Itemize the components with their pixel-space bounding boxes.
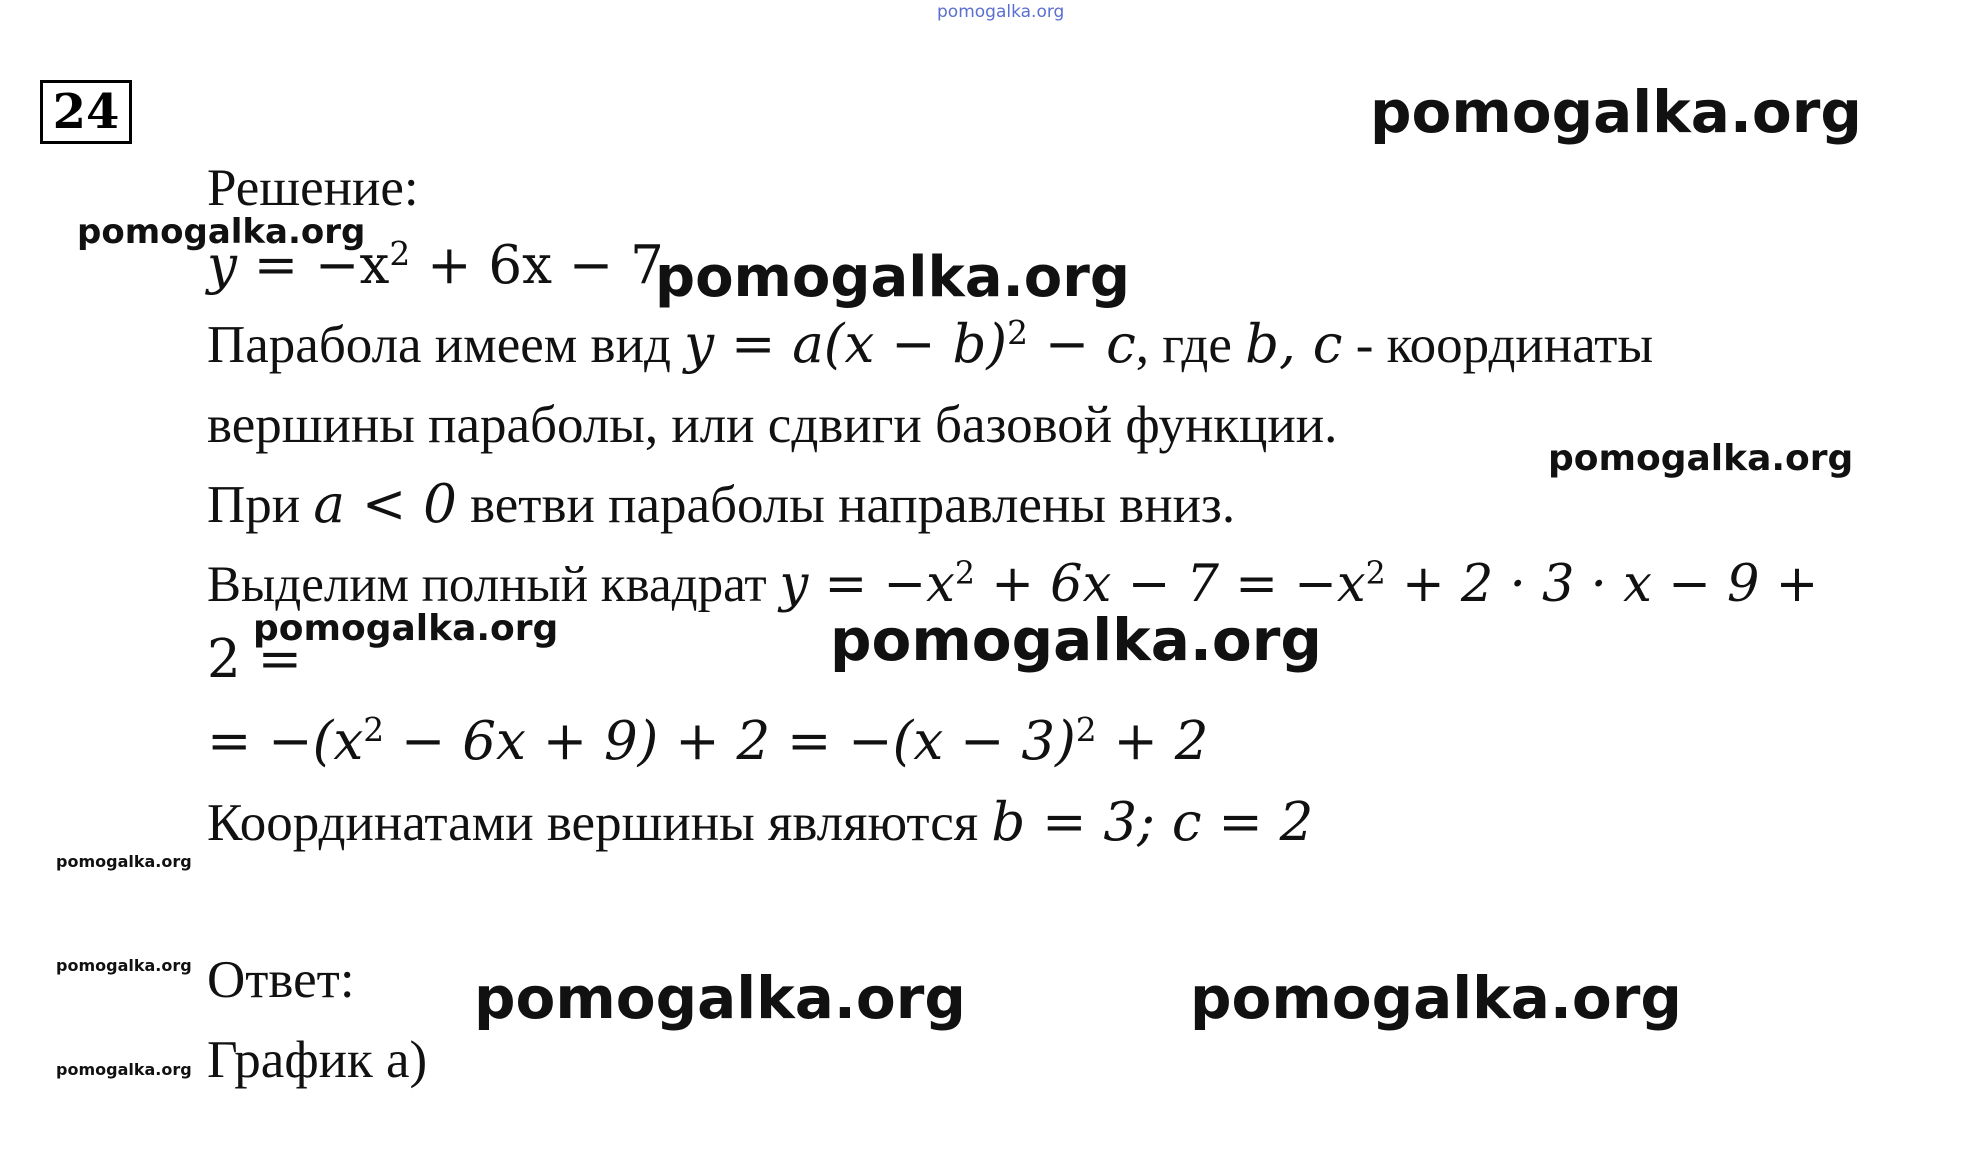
- l7-math: 2 =: [207, 629, 302, 690]
- watermark-right-1: pomogalka.org: [1548, 438, 1854, 479]
- watermark-small-2: pomogalka.org: [56, 956, 192, 975]
- answer-value: График а): [207, 1031, 428, 1089]
- watermark-left-1: pomogalka.org: [77, 212, 366, 252]
- watermark-bottom-1: pomogalka.org: [474, 964, 966, 1032]
- l5-math: a < 0: [313, 474, 457, 535]
- l6-sup1: 2: [954, 555, 976, 592]
- watermark-left-2: pomogalka.org: [253, 608, 559, 649]
- l3-text3: - координаты: [1342, 316, 1654, 374]
- l3-text2: , где: [1135, 316, 1246, 374]
- eq1-rest: = −x: [236, 235, 390, 296]
- line-parabola-form: [207, 312, 1654, 375]
- answer-header: Ответ:: [207, 951, 355, 1009]
- problem-number: 24: [40, 80, 132, 144]
- line-vertex-description: вершины параболы, или сдвиги базовой функции.: [207, 396, 1338, 454]
- l6-m2: + 6x − 7 = −x: [975, 555, 1366, 614]
- l5-text1: При: [207, 476, 314, 534]
- l3-math2: − c: [1027, 314, 1136, 375]
- l3-sup: 2: [1007, 312, 1028, 352]
- watermark-bottom-2: pomogalka.org: [1190, 964, 1682, 1032]
- l3-math3: b, c: [1245, 314, 1343, 375]
- l3-math1: y = a(x − b): [684, 314, 1008, 375]
- l6-sup2: 2: [1365, 555, 1386, 592]
- l8-sup1: 2: [363, 709, 385, 749]
- watermark-top: pomogalka.org: [937, 2, 1065, 22]
- l6-m1: y = −x: [779, 555, 955, 614]
- l8-m1: = −(x: [207, 711, 364, 772]
- equation-1: [207, 233, 664, 296]
- eq1-tail: + 6x − 7: [410, 235, 664, 296]
- l5-text2: ветви параболы направлены вниз.: [456, 476, 1236, 534]
- watermark-center-1: pomogalka.org: [830, 606, 1322, 674]
- watermark-inline-1: pomogalka.org: [655, 245, 1130, 310]
- l3-text1: Парабола имеем вид: [207, 316, 685, 374]
- l9-text: Координатами вершины являются: [207, 794, 992, 852]
- l8-sup2: 2: [1075, 709, 1097, 749]
- l9-math: b = 3; c = 2: [991, 792, 1314, 853]
- solution-header: Решение:: [207, 159, 419, 217]
- watermark-small-1: pomogalka.org: [56, 852, 192, 871]
- watermark-small-3: pomogalka.org: [56, 1060, 192, 1079]
- eq1-y: y: [207, 235, 237, 296]
- line-branches: [207, 475, 1235, 535]
- l6-text: Выделим полный квадрат: [207, 557, 780, 613]
- l8-m2: − 6x + 9) + 2 = −(x − 3): [384, 711, 1076, 772]
- l6-m3: + 2 · 3 · x − 9 +: [1385, 555, 1819, 614]
- line-vertex-coordinates: [207, 793, 1313, 853]
- l8-m3: + 2: [1096, 711, 1209, 772]
- line-factored: [207, 709, 1209, 772]
- watermark-header: pomogalka.org: [1370, 78, 1862, 146]
- eq1-sup: 2: [389, 233, 411, 273]
